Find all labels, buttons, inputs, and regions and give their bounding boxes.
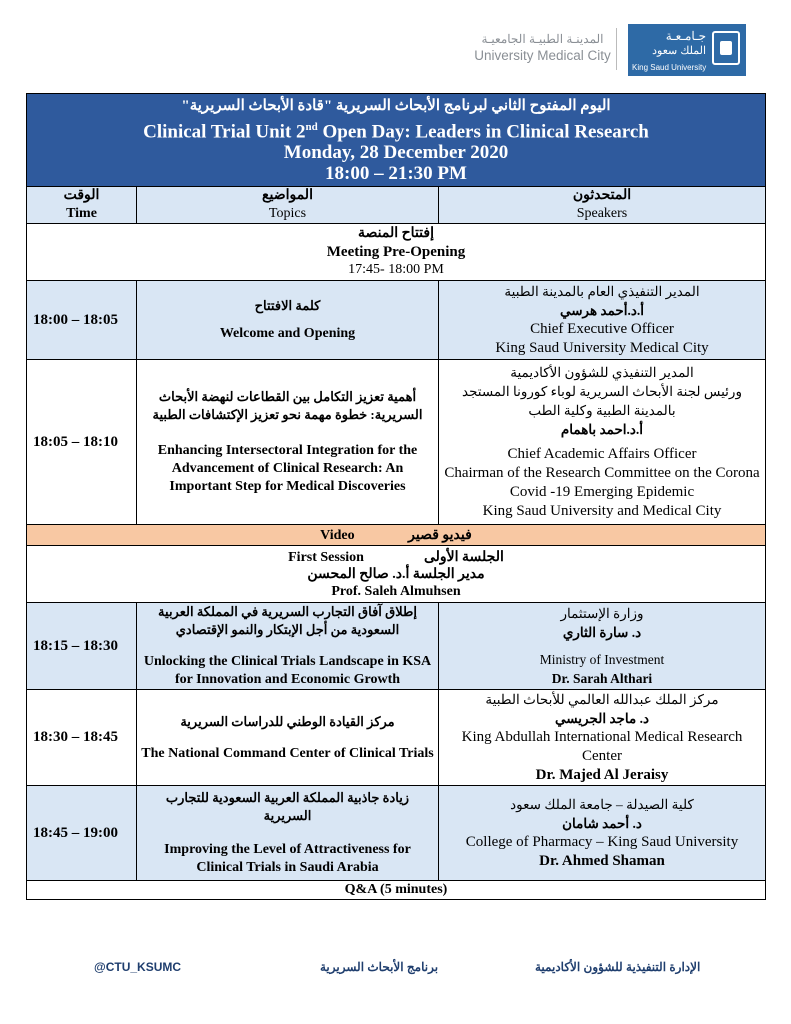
row-time: 18:30 – 18:45 — [27, 690, 137, 786]
qa-row — [27, 881, 766, 900]
speaker-name-en: Dr. Majed Al Jeraisy — [535, 767, 669, 783]
col-topics-ar: المواضيع — [262, 188, 313, 203]
session-title-en: First Session — [288, 549, 364, 565]
topic-en: Welcome and Opening — [219, 326, 356, 341]
row-speaker — [439, 786, 766, 881]
title-row — [27, 94, 766, 187]
session-chair-en: Prof. Saleh Almuhsen — [331, 583, 461, 599]
speaker-role-ar: المدير التنفيذي للشؤون الأكاديمية — [510, 365, 694, 380]
event-date: Monday, 28 December 2020 — [283, 142, 509, 164]
col-time-en: Time — [66, 206, 97, 221]
speaker-org-en: Ministry of Investment — [539, 652, 665, 667]
topic-en: Unlocking the Clinical Trials Landscape in KSA for Innovation and Economic Growth — [143, 654, 432, 687]
pre-opening-cell — [27, 224, 766, 281]
speaker-org-ar: وزارة الإستثمار — [560, 606, 644, 621]
umc-logo-arabic: المدينـة الطبيـة الجامعيـة — [481, 32, 604, 46]
row-topic — [137, 690, 439, 786]
speaker-name-ar: أ.د.احمد باهمام — [560, 422, 644, 437]
topic-en: Improving the Level of Attractiveness for Clinical Trials in Saudi Arabia — [164, 842, 411, 875]
speaker-name-ar: د. سارة الثاري — [562, 625, 642, 640]
video-cell — [27, 525, 766, 546]
row-speaker — [439, 603, 766, 690]
video-ar: فيديو قصير — [408, 527, 472, 543]
speaker-org-en: King Abdullah International Medical Research Center — [461, 729, 743, 764]
speaker-org-ar: مركز الملك عبدالله العالمي للأبحاث الطبية — [485, 692, 719, 707]
title-english-main: Clinical Trial Unit 2 — [143, 121, 306, 143]
row-topic — [137, 281, 439, 360]
row-time: 18:15 – 18:30 — [27, 603, 137, 690]
agenda-row-2 — [27, 360, 766, 525]
pre-opening-time: 17:45- 18:00 PM — [348, 262, 444, 277]
ksu-logo-arabic-1: جـامـعـة — [665, 29, 706, 43]
footer-handle[interactable]: @CTU_KSUMC — [94, 960, 182, 974]
topic-ar: مركز القيادة الوطني للدراسات السريرية — [180, 713, 395, 729]
row-topic — [137, 603, 439, 690]
footer-admin: الإدارة التنفيذية للشؤون الأكاديمية — [535, 960, 701, 974]
col-speakers — [439, 187, 766, 224]
qa-cell: Q&A (5 minutes) — [27, 881, 766, 900]
topic-ar: أهمية تعزيز التكامل بين القطاعات لنهضة الأبحاث السريرية: خطوة مهمة نحو تعزيز الإكتشافات الطبية — [152, 389, 423, 422]
pre-opening-ar: إفتتاح المنصة — [358, 226, 434, 241]
pre-opening-row — [27, 224, 766, 281]
video-en: Video — [320, 527, 355, 543]
row-speaker — [439, 690, 766, 786]
topic-en: The National Command Center of Clinical Trials — [141, 745, 434, 761]
speaker-name-en: Dr. Ahmed Shaman — [539, 853, 665, 869]
umc-logo-english: University Medical City — [474, 48, 611, 63]
col-topics — [137, 187, 439, 224]
title-english-sup: nd — [305, 120, 318, 133]
row-topic — [137, 786, 439, 881]
speaker-role-en: Chief Academic Affairs Officer — [507, 446, 697, 462]
ksu-logo-english: King Saud University — [632, 63, 707, 72]
topic-en: Enhancing Intersectoral Integration for the Advancement of Clinical Research: An Important Step for Medical Discoveries — [157, 443, 418, 494]
ksu-emblem-icon — [712, 31, 740, 65]
row-topic — [137, 360, 439, 525]
umc-logo — [470, 32, 615, 63]
session-row-1 — [27, 603, 766, 690]
speaker-name-ar: د. أحمد شامان — [562, 816, 642, 831]
topic-ar: زيادة جاذبية المملكة العربية السعودية للتجارب السريرية — [165, 790, 410, 823]
col-topics-en: Topics — [268, 206, 307, 221]
session-chair-ar: مدير الجلسة أ.د. صالح المحسن — [307, 566, 485, 582]
agenda-row-1 — [27, 281, 766, 360]
col-time — [27, 187, 137, 224]
col-speakers-ar: المتحدثون — [572, 188, 632, 203]
session-cell — [27, 546, 766, 603]
event-hours: 18:00 – 21:30 PM — [325, 163, 467, 185]
col-speakers-en: Speakers — [576, 206, 628, 221]
speaker-org-en: College of Pharmacy – King Saud University — [465, 834, 739, 850]
row-time: 18:05 – 18:10 — [27, 360, 137, 525]
ksu-logo — [628, 24, 746, 76]
topic-ar: كلمة الافتتاح — [254, 298, 321, 313]
speaker-role-en: Chief Executive Officer — [530, 321, 674, 337]
row-time: 18:45 – 19:00 — [27, 786, 137, 881]
program-title — [27, 94, 766, 187]
row-time: 18:00 – 18:05 — [27, 281, 137, 360]
footer-program: برنامج الأبحاث السريرية — [320, 960, 439, 974]
title-arabic: اليوم المفتوح الثاني لبرنامج الأبحاث السريرية "قادة الأبحاث السريرية" — [181, 97, 611, 114]
speaker-name-ar: د. ماجد الجريسي — [555, 711, 649, 726]
header-logos — [470, 18, 760, 80]
speaker-role-ar: المدير التنفيذي العام بالمدينة الطبية — [504, 284, 700, 299]
ksu-logo-arabic-2: الملك سعود — [652, 45, 706, 57]
logo-divider — [616, 28, 617, 70]
speaker-name-ar: أ.د.أحمد هرسي — [559, 303, 644, 318]
speaker-org-ar: كلية الصيدلة – جامعة الملك سعود — [510, 797, 694, 812]
session-title-ar: الجلسة الأولى — [423, 549, 504, 565]
pre-opening-en: Meeting Pre-Opening — [326, 244, 466, 260]
title-english — [31, 117, 761, 142]
speaker-org-en: King Saud University and Medical City — [482, 503, 722, 519]
video-row — [27, 525, 766, 546]
row-speaker — [439, 360, 766, 525]
session-row-3 — [27, 786, 766, 881]
col-time-ar: الوقت — [63, 188, 100, 203]
row-speaker — [439, 281, 766, 360]
speaker-role2-en: Chairman of the Research Committee on the Corona Covid -19 Emerging Epidemic — [444, 465, 760, 500]
session-row — [27, 546, 766, 603]
speaker-role2-ar: ورئيس لجنة الأبحاث السريرية لوباء كورونا المستجد بالمدينة الطبية وكلية الطب — [462, 384, 742, 418]
topic-ar: إطلاق آفاق التجارب السريرية في المملكة العربية السعودية من أجل الإبتكار والنمو الإقتصادي — [158, 604, 417, 637]
speaker-org-en: King Saud University Medical City — [495, 340, 709, 356]
column-headers — [27, 187, 766, 224]
program-table — [26, 93, 766, 900]
session-row-2 — [27, 690, 766, 786]
speaker-name-en: Dr. Sarah Althari — [551, 671, 653, 686]
title-english-rest: Open Day: Leaders in Clinical Research — [317, 121, 649, 143]
